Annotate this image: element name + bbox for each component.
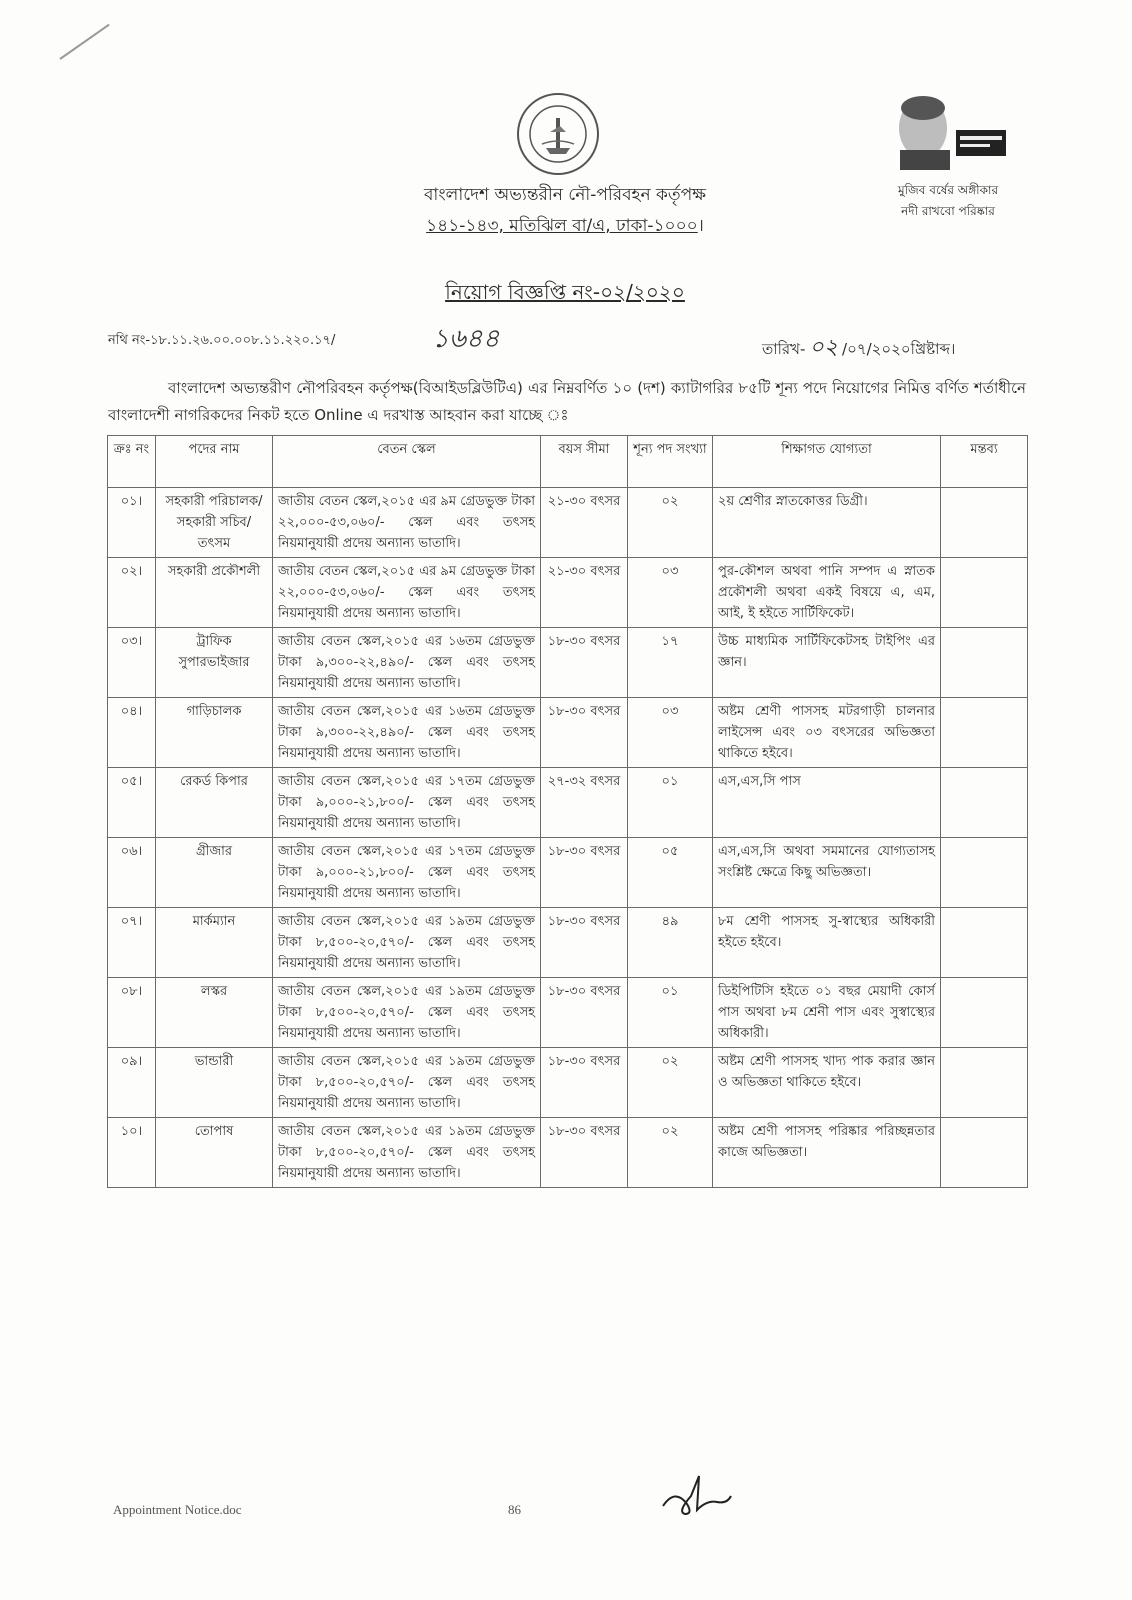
qualification-cell: উচ্চ মাধ্যমিক সার্টিফিকেটসহ টাইপিং এর জ্ঞান। — [713, 628, 941, 698]
remarks-cell — [941, 1048, 1028, 1118]
pay-scale-cell: জাতীয় বেতন স্কেল,২০১৫ এর ৯ম গ্রেডভুক্ত টাকা ২২,০০০-৫৩,০৬০/- স্কেল এবং তৎসহ নিয়মানুযায়ী প্রদেয় অন্যান্য ভাতাদি। — [273, 558, 541, 628]
vacancy-cell: ৪৯ — [628, 908, 713, 978]
vacancy-cell: ০৩ — [628, 698, 713, 768]
post-name-cell: ভান্ডারী — [156, 1048, 273, 1118]
slogan-line-2: নদী রাখবো পরিষ্কার — [901, 204, 995, 218]
serial-cell: ০৫। — [108, 768, 156, 838]
reference-handwritten: ১৬৪৪ — [432, 324, 500, 354]
reference-number: নথি নং-১৮.১১.২৬.০০.০০৮.১১.২২০.১৭/ — [108, 333, 336, 348]
age-limit-cell: ২১-৩০ বৎসর — [541, 558, 628, 628]
qualification-cell: ডিইপিটিসি হইতে ০১ বছর মেয়াদী কোর্স পাস অথবা ৮ম শ্রেনী পাস এবং সুস্বাস্থ্যের অধিকারী। — [713, 978, 941, 1048]
biwta-seal-logo — [516, 92, 600, 176]
vacancy-cell: ০৩ — [628, 558, 713, 628]
post-name-cell: সহকারী পরিচালক/ সহকারী সচিব/তৎসম — [156, 488, 273, 558]
vacancy-table — [107, 435, 1028, 1188]
header-pay-scale: বেতন স্কেল — [273, 436, 541, 488]
age-limit-cell: ১৮-৩০ বৎসর — [541, 628, 628, 698]
serial-cell: ১০। — [108, 1118, 156, 1188]
slogan — [858, 180, 1038, 222]
serial-cell: ০৪। — [108, 698, 156, 768]
serial-cell: ০৮। — [108, 978, 156, 1048]
age-limit-cell: ১৮-৩০ বৎসর — [541, 978, 628, 1048]
table-row — [108, 488, 1028, 558]
pay-scale-cell: জাতীয় বেতন স্কেল,২০১৫ এর ১৬তম গ্রেডভুক্ত টাকা ৯,৩০০-২২,৪৯০/- স্কেল এবং তৎসহ নিয়মানুযায়ী প্রদেয় অন্যান্য ভাতাদি। — [273, 698, 541, 768]
age-limit-cell: ১৮-৩০ বৎসর — [541, 838, 628, 908]
pay-scale-cell: জাতীয় বেতন স্কেল,২০১৫ এর ১৭তম গ্রেডভুক্ত টাকা ৯,০০০-২১,৮০০/- স্কেল এবং তৎসহ নিয়মানুযায়ী প্রদেয় অন্যান্য ভাতাদি। — [273, 838, 541, 908]
age-limit-cell: ১৮-৩০ বৎসর — [541, 698, 628, 768]
age-limit-cell: ১৮-৩০ বৎসর — [541, 1118, 628, 1188]
date-label: তারিখ- — [762, 340, 806, 358]
table-row — [108, 628, 1028, 698]
serial-cell: ০২। — [108, 558, 156, 628]
age-limit-cell: ১৮-৩০ বৎসর — [541, 1048, 628, 1118]
table-row — [108, 698, 1028, 768]
notice-date — [762, 330, 955, 367]
table-row — [108, 908, 1028, 978]
vacancy-cell: ১৭ — [628, 628, 713, 698]
qualification-cell: ২য় শ্রেণীর স্নাতকোত্তর ডিগ্রী। — [713, 488, 941, 558]
serial-cell: ০১। — [108, 488, 156, 558]
serial-cell: ০৩। — [108, 628, 156, 698]
age-limit-cell: ২১-৩০ বৎসর — [541, 488, 628, 558]
remarks-cell — [941, 1118, 1028, 1188]
date-handwritten: ০২ — [809, 335, 839, 360]
vacancy-cell: ০২ — [628, 1118, 713, 1188]
remarks-cell — [941, 978, 1028, 1048]
qualification-cell: এস,এস,সি অথবা সমমানের যোগ্যতাসহ সংশ্লিষ্ট ক্ষেত্রে কিছু অভিজ্ঞতা। — [713, 838, 941, 908]
header-qualification: শিক্ষাগত যোগ্যতা — [713, 436, 941, 488]
remarks-cell — [941, 488, 1028, 558]
serial-cell: ০৯। — [108, 1048, 156, 1118]
post-name-cell: সহকারী প্রকৌশলী — [156, 558, 273, 628]
pay-scale-cell: জাতীয় বেতন স্কেল,২০১৫ এর ১৯তম গ্রেডভুক্ত টাকা ৮,৫০০-২০,৫৭০/- স্কেল এবং তৎসহ নিয়মানুযায়ী প্রদেয় অন্যান্য ভাতাদি। — [273, 1118, 541, 1188]
post-name-cell: গ্রীজার — [156, 838, 273, 908]
remarks-cell — [941, 698, 1028, 768]
post-name-cell: তোপাষ — [156, 1118, 273, 1188]
header-vacancy: শূন্য পদ সংখ্যা — [628, 436, 713, 488]
qualification-cell: অষ্টম শ্রেণী পাসসহ পরিষ্কার পরিচ্ছন্নতার কাজে অভিজ্ঞতা। — [713, 1118, 941, 1188]
notice-title: নিয়োগ বিজ্ঞপ্তি নং-০২/২০২০ — [445, 280, 685, 304]
pay-scale-cell: জাতীয় বেতন স্কেল,২০১৫ এর ১৯তম গ্রেডভুক্ত টাকা ৮,৫০০-২০,৫৭০/- স্কেল এবং তৎসহ নিয়মানুযায়ী প্রদেয় অন্যান্য ভাতাদি। — [273, 908, 541, 978]
mujib-borsho-logo — [878, 90, 1008, 170]
qualification-cell: এস,এস,সি পাস — [713, 768, 941, 838]
footer-page-number: 86 — [508, 1502, 521, 1517]
post-name-cell: ট্রাফিক সুপারভাইজার — [156, 628, 273, 698]
qualification-cell: অষ্টম শ্রেণী পাসসহ মটরগাড়ী চালনার লাইসেন্স এবং ০৩ বৎসরের অভিজ্ঞতা থাকিতে হইবে। — [713, 698, 941, 768]
table-row — [108, 768, 1028, 838]
vacancy-cell: ০২ — [628, 1048, 713, 1118]
remarks-cell — [941, 838, 1028, 908]
vacancy-cell: ০২ — [628, 488, 713, 558]
vacancy-cell: ০১ — [628, 768, 713, 838]
remarks-cell — [941, 768, 1028, 838]
serial-cell: ০৬। — [108, 838, 156, 908]
pay-scale-cell: জাতীয় বেতন স্কেল,২০১৫ এর ১৯তম গ্রেডভুক্ত টাকা ৮,৫০০-২০,৫৭০/- স্কেল এবং তৎসহ নিয়মানুযায়ী প্রদেয় অন্যান্য ভাতাদি। — [273, 978, 541, 1048]
remarks-cell — [941, 908, 1028, 978]
qualification-cell: অষ্টম শ্রেণী পাসসহ খাদ্য পাক করার জ্ঞান ও অভিজ্ঞতা থাকিতে হইবে। — [713, 1048, 941, 1118]
organization-address: ১৪১-১৪৩, মতিঝিল বা/এ, ঢাকা-১০০০। — [426, 216, 704, 236]
slogan-line-1: মুজিব বর্ষের অঙ্গীকার — [897, 183, 999, 197]
table-row — [108, 1048, 1028, 1118]
header-remarks: মন্তব্য — [941, 436, 1028, 488]
intro-paragraph: বাংলাদেশ অভ্যন্তরীণ নৌপরিবহন কর্তৃপক্ষ(বিআইডব্লিউটিএ) এর নিম্নবর্ণিত ১০ (দশ) ক্যাটাগরির ৮৫টি শূন্য পদে নিয়োগের নিমিত্ত বর্ণিত শর্তাধীনে বাংলাদেশী নাগরিকদের নিকট হতে Online এ দরখাস্ত আহবান করা যাচ্ছে ঃ — [108, 379, 1026, 424]
table-row — [108, 978, 1028, 1048]
age-limit-cell: ২৭-৩২ বৎসর — [541, 768, 628, 838]
post-name-cell: গাড়িচালক — [156, 698, 273, 768]
footer-file-name: Appointment Notice.doc — [113, 1502, 242, 1517]
remarks-cell — [941, 558, 1028, 628]
header-age-limit: বয়স সীমা — [541, 436, 628, 488]
date-rest: /০৭/২০২০খ্রিষ্টাব্দ। — [842, 340, 956, 358]
vacancy-cell: ০৫ — [628, 838, 713, 908]
vacancy-cell: ০১ — [628, 978, 713, 1048]
table-header-row — [108, 436, 1028, 488]
remarks-cell — [941, 628, 1028, 698]
header-post-name: পদের নাম — [156, 436, 273, 488]
signature — [655, 1470, 735, 1520]
age-limit-cell: ১৮-৩০ বৎসর — [541, 908, 628, 978]
table-row — [108, 838, 1028, 908]
organization-name: বাংলাদেশ অভ্যন্তরীন নৌ-পরিবহন কর্তৃপক্ষ — [423, 185, 707, 205]
pay-scale-cell: জাতীয় বেতন স্কেল,২০১৫ এর ১৬তম গ্রেডভুক্ত টাকা ৯,৩০০-২২,৪৯০/- স্কেল এবং তৎসহ নিয়মানুযায়ী প্রদেয় অন্যান্য ভাতাদি। — [273, 628, 541, 698]
qualification-cell: ৮ম শ্রেণী পাসসহ সু-স্বাস্থ্যের অধিকারী হইতে হইবে। — [713, 908, 941, 978]
pen-mark — [59, 24, 109, 60]
header-serial: ক্রঃ নং — [108, 436, 156, 488]
serial-cell: ০৭। — [108, 908, 156, 978]
table-row — [108, 558, 1028, 628]
post-name-cell: মার্কম্যান — [156, 908, 273, 978]
pay-scale-cell: জাতীয় বেতন স্কেল,২০১৫ এর ১৯তম গ্রেডভুক্ত টাকা ৮,৫০০-২০,৫৭০/- স্কেল এবং তৎসহ নিয়মানুযায়ী প্রদেয় অন্যান্য ভাতাদি। — [273, 1048, 541, 1118]
pay-scale-cell: জাতীয় বেতন স্কেল,২০১৫ এর ৯ম গ্রেডভুক্ত টাকা ২২,০০০-৫৩,০৬০/- স্কেল এবং তৎসহ নিয়মানুযায়ী প্রদেয় অন্যান্য ভাতাদি। — [273, 488, 541, 558]
pay-scale-cell: জাতীয় বেতন স্কেল,২০১৫ এর ১৭তম গ্রেডভুক্ত টাকা ৯,০০০-২১,৮০০/- স্কেল এবং তৎসহ নিয়মানুযায়ী প্রদেয় অন্যান্য ভাতাদি। — [273, 768, 541, 838]
post-name-cell: রেকর্ড কিপার — [156, 768, 273, 838]
table-row — [108, 1118, 1028, 1188]
qualification-cell: পুর-কৌশল অথবা পানি সম্পদ এ স্নাতক প্রকৌশলী অথবা একই বিষয়ে এ, এম, আই, ই হইতে সার্টিফিকেট। — [713, 558, 941, 628]
post-name-cell: লস্কর — [156, 978, 273, 1048]
